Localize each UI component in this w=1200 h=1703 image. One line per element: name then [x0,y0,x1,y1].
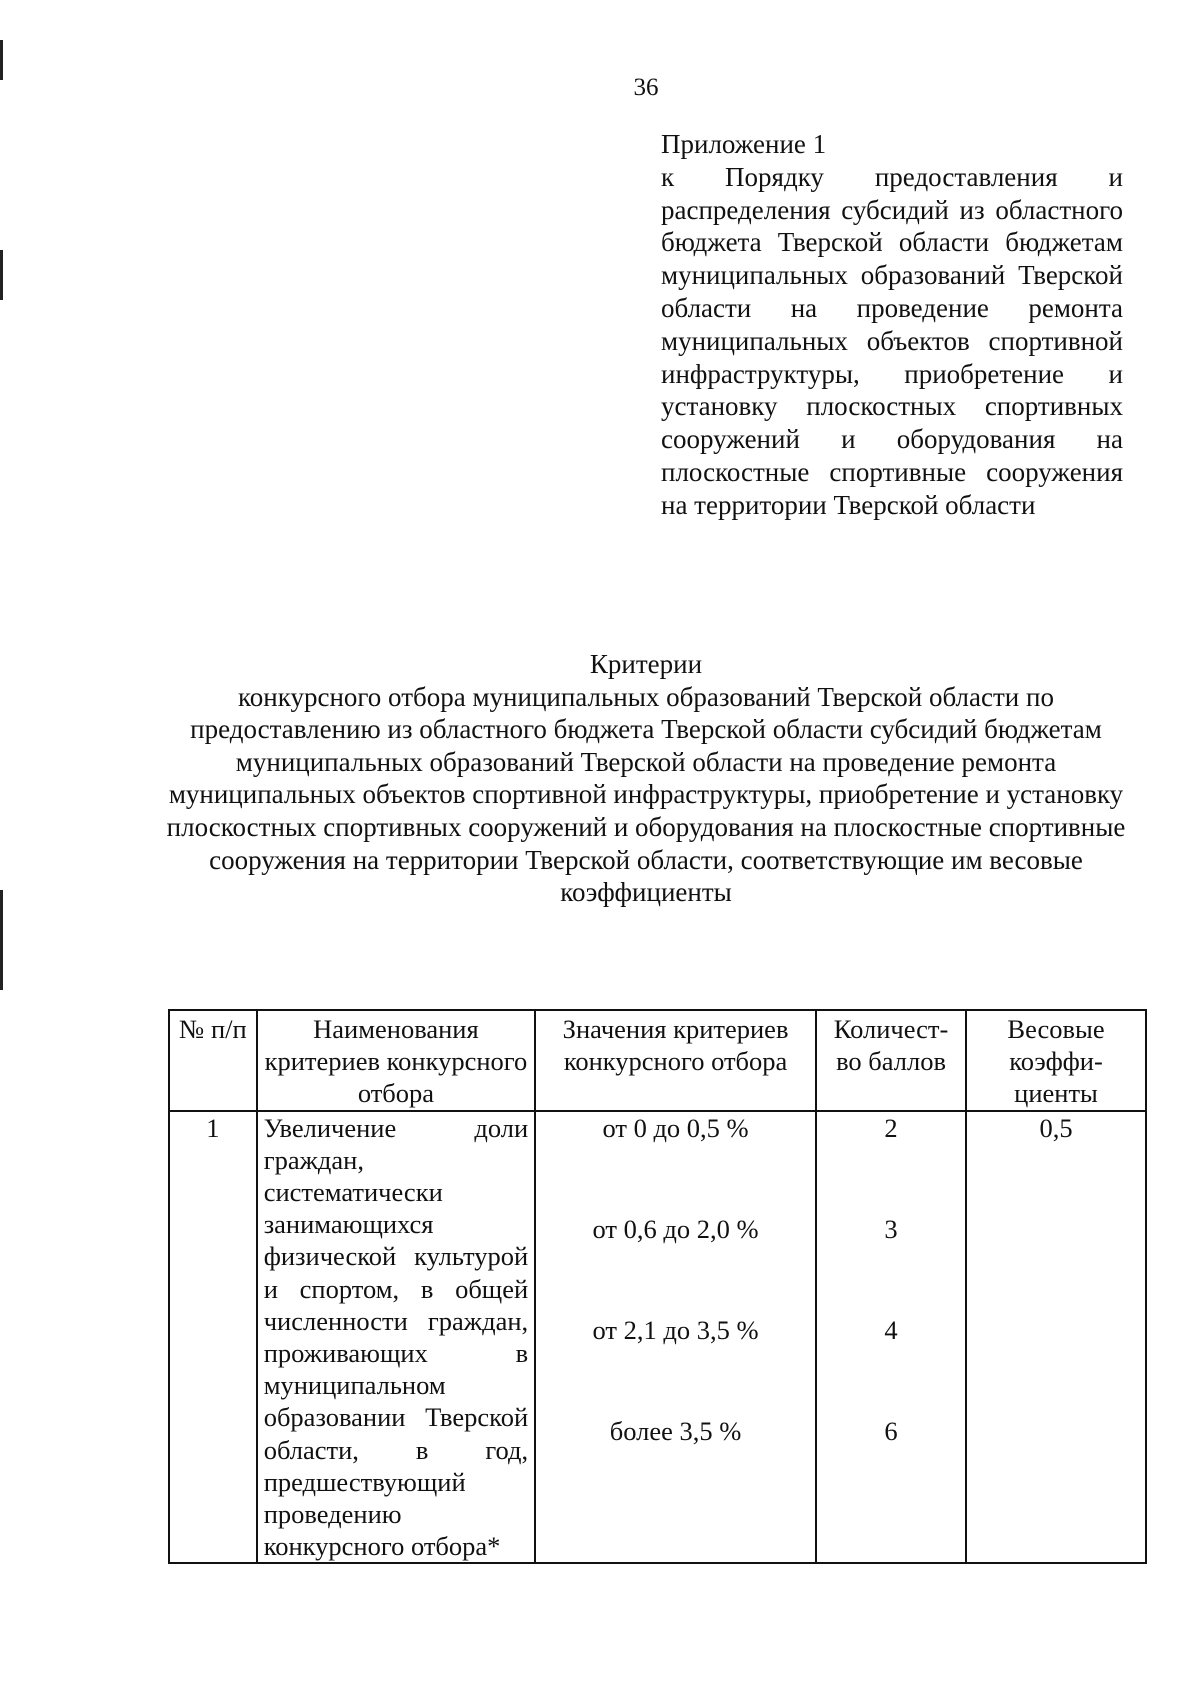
header-name: Наименования критериев конкурсного отбора [257,1010,535,1111]
table-header-row [169,1010,1146,1111]
value-item: более 3,5 % [609,1416,742,1447]
table-row [169,1111,1146,1564]
points-item: 3 [884,1213,898,1244]
points-item: 4 [884,1315,898,1346]
value-item: от 0,6 до 2,0 % [592,1213,759,1244]
value-item: от 0 до 0,5 % [602,1112,749,1143]
header-values: Значения критериев конкурсного отбора [535,1010,816,1111]
row-num: 1 [169,1111,257,1564]
row-name [257,1111,535,1564]
title-subtitle: конкурсного отбора муниципальных образований Тверской области по предоставлению из областного бюджета Тверской области субсидий бюджетам муниципальных образований Тверской области на проведение ремонта муниципальных объектов спортивной инфраструктуры, приобретение и установку плоскостных спортивных сооружений и оборудования на плоскостные спортивные сооружения на территории Тверской области, соответствующие им весовые коэффициенты [166,681,1126,908]
appendix-label: Приложение 1 [661,129,827,159]
points-item: 2 [884,1112,898,1143]
value-item: от 2,1 до 3,5 % [592,1315,759,1346]
header-points: Количест-во баллов [816,1010,966,1111]
points-item: 6 [884,1416,898,1447]
appendix-text: к Порядку предоставления и распределения субсидий из областного бюджета Тверской области бюджетам муниципальных образований Тверской области на проведение ремонта муниципальных объектов спортивной инфраструктуры, приобретение и установку плоскостных спортивных сооружений и оборудования на плоскостные спортивные сооружения на территории Тверской области [661,161,1123,520]
header-weight: Весовые коэффи-циенты [966,1010,1146,1111]
row-points [816,1111,966,1564]
scan-edge-mark-3 [0,890,3,990]
criteria-table [168,1009,1147,1564]
row-weight: 0,5 [966,1111,1146,1564]
page-number: 36 [633,74,659,101]
row-values [535,1111,816,1564]
header-num: № п/п [169,1010,257,1111]
document-title [150,648,1142,909]
title-heading: Критерии [589,649,703,679]
row-name-text: Увеличение доли граждан, систематически занимающихся физической культурой и спортом, в общей численности граждан, проживающих в муниципальном образовании Тверской области, в год, предшествующий проведению конкурсного отбора* [263,1112,529,1562]
appendix-block [661,128,1123,522]
scan-edge-mark-2 [0,250,3,300]
